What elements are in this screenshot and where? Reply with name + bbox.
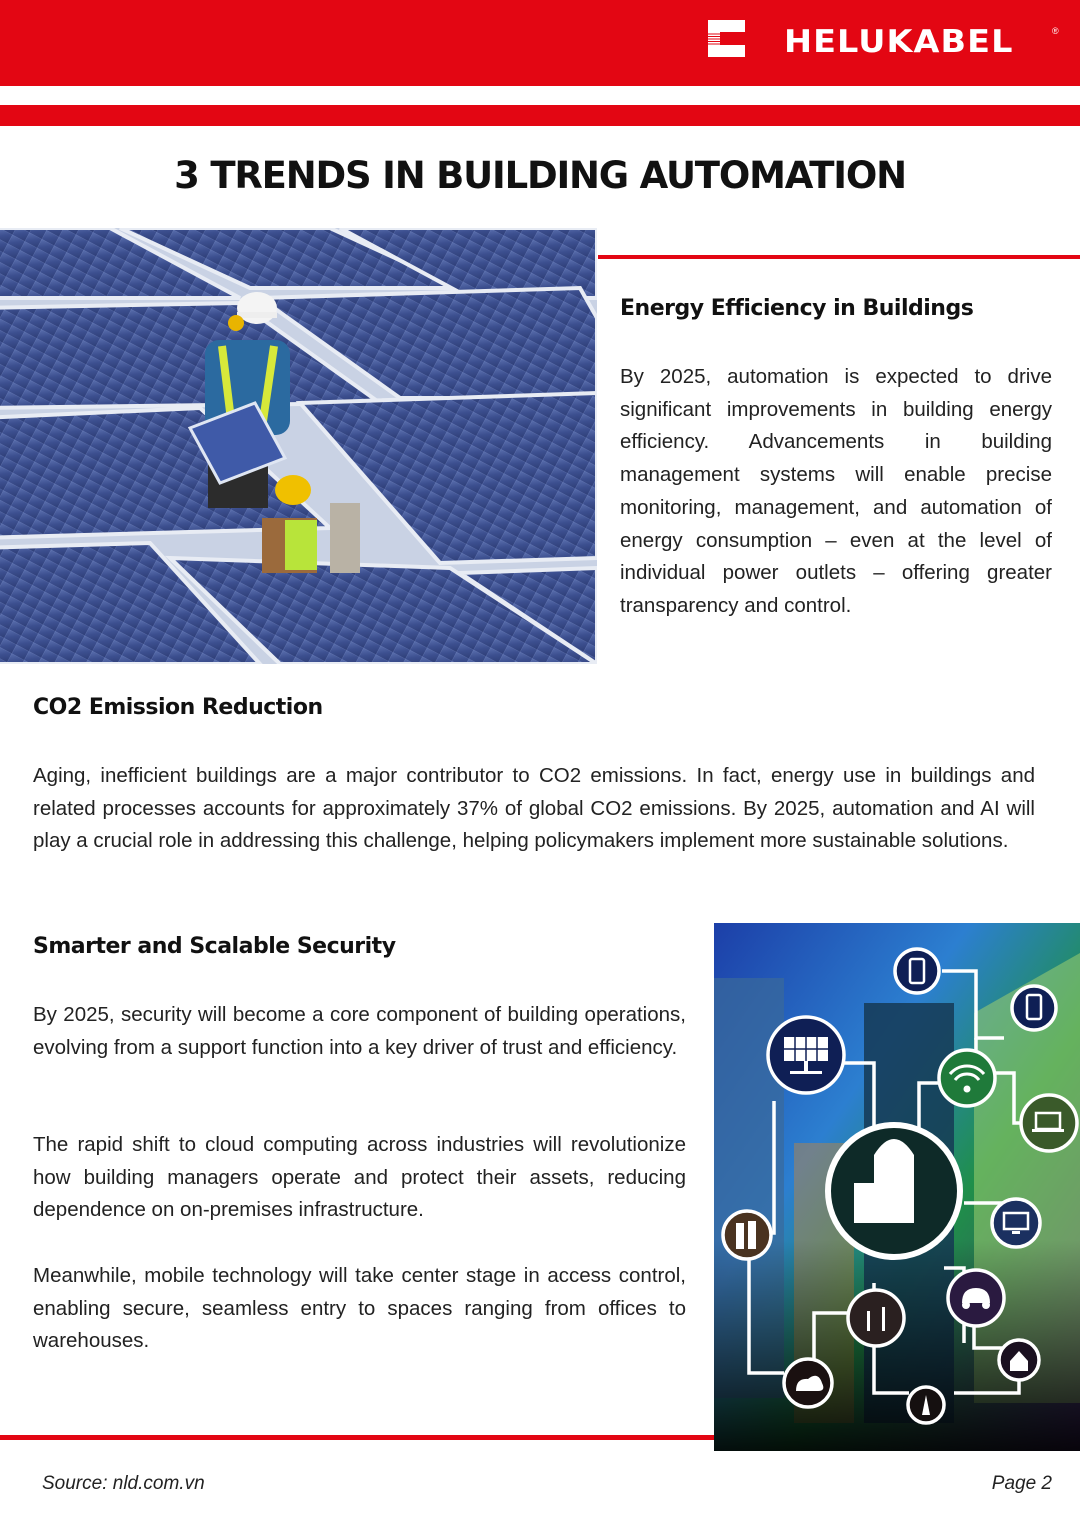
section-body-security-2: The rapid shift to cloud computing across industries will revolutionize how building managers operate and protect their assets, reducing dependence on on-premises infrastructure. <box>33 1133 686 1222</box>
section-body-co2-reduction: Aging, inefficient buildings are a major contributor to CO2 emissions. In fact, energy use in buildings and related processes accounts for approximately 37% of global CO2 emissions. By 2025, automation and AI will play a crucial role in addressing this challenge, helping policymakers implement more sustainable solutions. <box>33 764 1035 853</box>
registered-mark: ® <box>1052 26 1059 36</box>
page-number: Page 2 <box>991 1473 1052 1494</box>
section-heading-energy-efficiency: Energy Efficiency in Buildings <box>620 296 974 321</box>
section-body-security-1: By 2025, security will become a core component of building operations, evolving from a support function into a key driver of trust and efficiency. <box>33 1003 686 1059</box>
solar-panel-photo <box>0 228 597 664</box>
footer-divider <box>0 1435 714 1440</box>
helukabel-logo-icon <box>708 20 745 57</box>
footer-source: Source: nld.com.vn <box>42 1473 205 1494</box>
section-heading-security: Smarter and Scalable Security <box>33 934 396 959</box>
smart-city-illustration <box>714 923 1080 1451</box>
section-body-energy-efficiency: By 2025, automation is expected to drive significant improvements in building energy efficiency. Advancements in building management systems will enable precise monitoring, management, and automation of energy consumption – even at the level of individual power outlets – offering greater transparency and control. <box>620 365 1052 617</box>
header-stripe <box>0 105 1080 126</box>
section-body-security-3: Meanwhile, mobile technology will take center stage in access control, enabling secure, seamless entry to spaces ranging from offices to warehouses. <box>33 1264 686 1353</box>
section-heading-co2-reduction: CO2 Emission Reduction <box>33 695 323 720</box>
brand-logo-text: HELUKABEL <box>784 24 1014 60</box>
page-title: 3 TRENDS IN BUILDING AUTOMATION <box>174 154 906 197</box>
section-divider <box>598 255 1080 259</box>
